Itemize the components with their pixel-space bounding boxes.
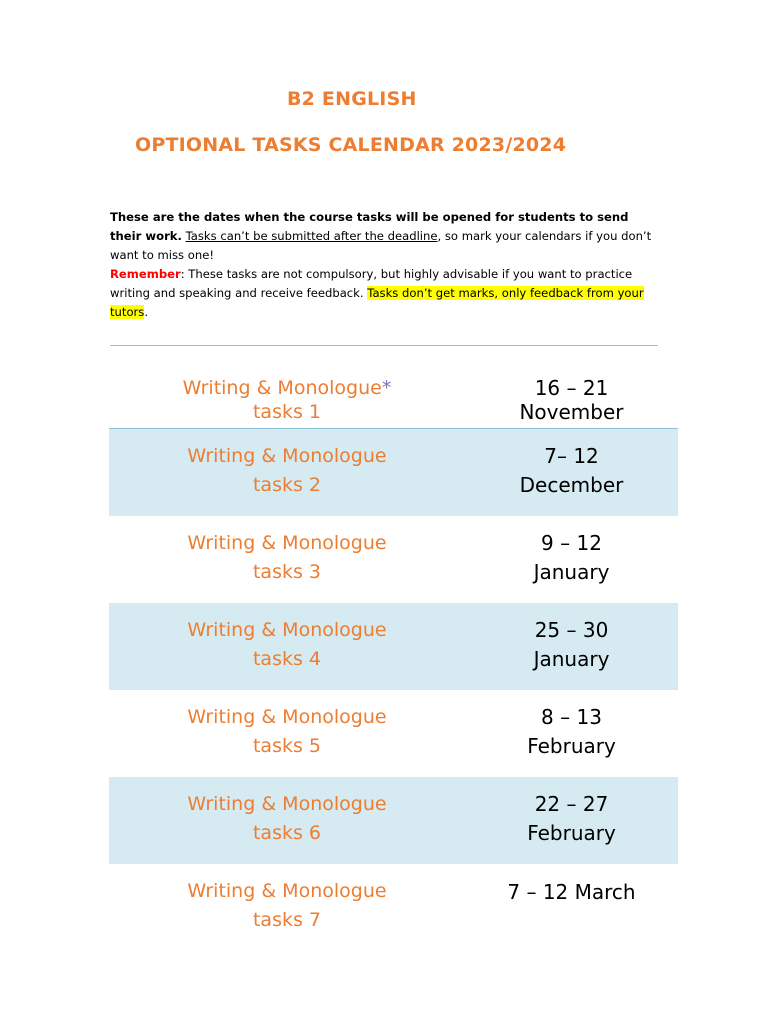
date-range: 8 – 13 [541, 705, 602, 729]
date-range: 7– 12 [544, 444, 599, 468]
highlighted-note: Tasks don’t get marks, only feedback from your tutors [110, 286, 644, 319]
schedule-table [109, 346, 678, 951]
task-number: tasks 5 [252, 735, 322, 757]
task-name: Writing & Monologue [187, 706, 387, 728]
date-range: 7 – 12 March [507, 880, 636, 904]
schedule-row [109, 429, 678, 516]
asterisk-mark: * [381, 377, 392, 399]
date-cell [465, 529, 678, 587]
date-cell [465, 878, 678, 907]
date-cell [465, 442, 678, 500]
task-cell [109, 616, 465, 674]
date-range: 22 – 27 [534, 792, 609, 816]
task-number: tasks 1 [252, 401, 322, 423]
date-range: 9 – 12 [541, 531, 602, 555]
schedule-row [109, 864, 678, 951]
task-number: tasks 6 [252, 822, 322, 844]
task-number: tasks 4 [252, 648, 322, 670]
task-name: Writing & Monologue [187, 532, 387, 554]
intro-paragraph [110, 208, 660, 322]
date-month: January [533, 560, 610, 584]
task-number: tasks 3 [252, 561, 322, 583]
task-name: Writing & Monologue [187, 619, 387, 641]
date-month: January [533, 647, 610, 671]
document-title: B2 ENGLISH [287, 88, 417, 110]
date-month: December [519, 473, 624, 497]
remember-text: : These tasks are not compulsory, but highly advisable if you want to practice writing and speaking and receive feedback. [110, 267, 633, 300]
task-cell [109, 529, 465, 587]
intro-sentence: These are the dates when the course tasks will be opened for students to send their work. [110, 210, 629, 243]
schedule-row [109, 690, 678, 777]
date-cell [465, 790, 678, 848]
date-range: 16 – 21 [534, 376, 609, 400]
end-period: . [144, 305, 149, 319]
date-cell [465, 703, 678, 761]
task-number: tasks 2 [252, 474, 322, 496]
date-cell [465, 376, 678, 424]
task-name: Writing & Monologue [187, 793, 387, 815]
date-range: 25 – 30 [534, 618, 609, 642]
task-cell [109, 790, 465, 848]
task-cell [109, 877, 465, 935]
task-number: tasks 7 [252, 909, 322, 931]
task-name: Writing & Monologue [182, 377, 382, 399]
schedule-row [109, 777, 678, 864]
schedule-row [109, 516, 678, 603]
date-month: November [519, 400, 624, 424]
date-cell [465, 616, 678, 674]
schedule-row [109, 603, 678, 690]
remember-label: Remember [110, 267, 181, 281]
deadline-note: Tasks can’t be submitted after the deadline [185, 229, 438, 243]
date-month: February [527, 734, 616, 758]
deadline-rest: , so mark your calendars if you don’t want to miss one! [110, 229, 652, 262]
date-month: February [527, 821, 616, 845]
task-cell [109, 376, 465, 424]
task-name: Writing & Monologue [187, 880, 387, 902]
schedule-row [109, 346, 678, 429]
task-name: Writing & Monologue [187, 445, 387, 467]
task-cell [109, 703, 465, 761]
task-cell [109, 442, 465, 500]
document-subtitle: OPTIONAL TASKS CALENDAR 2023/2024 [135, 134, 567, 156]
